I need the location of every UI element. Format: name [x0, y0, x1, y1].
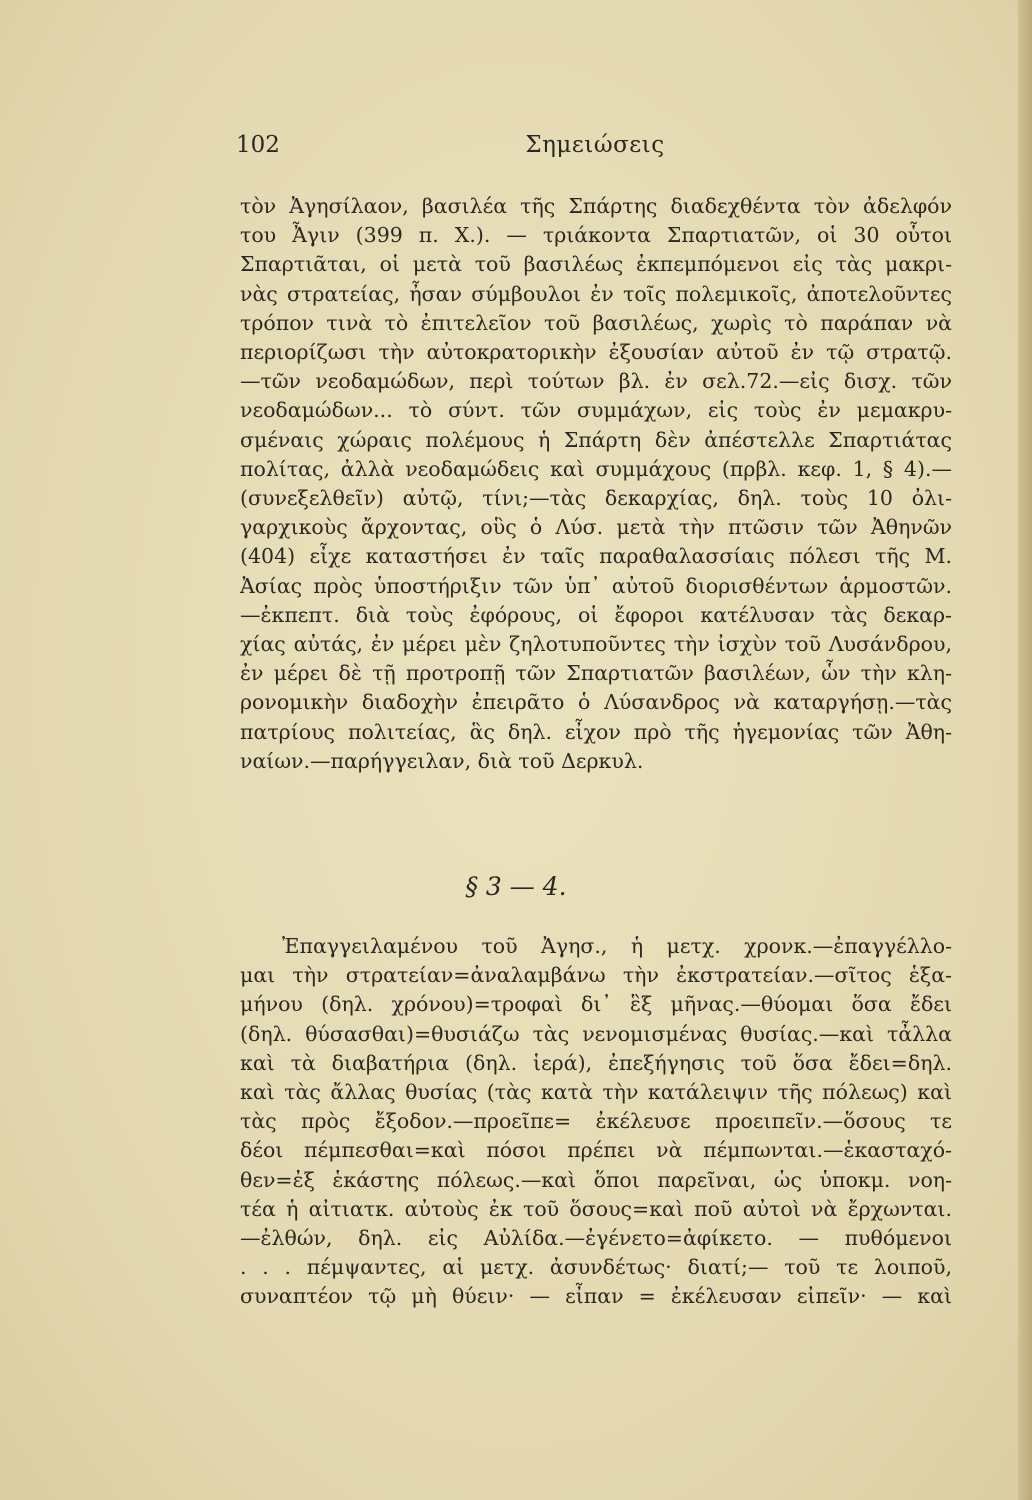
text-line: (δηλ. θύσασθαι)=θυσιάζω τὰς νενομισμένας θυσίας.—καὶ τἆλλα [240, 1021, 952, 1046]
text-line: —ἐκπεπτ. διὰ τοὺς ἐφόρους, οἱ ἔφοροι κατέλυσαν τὰς δεκαρ- [240, 602, 952, 627]
text-line: σμέναις χώραις πολέμους ἡ Σπάρτη δὲν ἀπέστελλε Σπαρτιάτας [240, 427, 952, 452]
text-line: . . . πέμψαντες, αἱ μετχ. ἀσυνδέτως· διατί;— τοῦ τε λοιποῦ, [240, 1255, 952, 1280]
text-line: περιορίζωσι τὴν αὐτοκρατορικὴν ἐξουσίαν αὐτοῦ ἐν τῷ στρατῷ. [240, 340, 952, 365]
page-edge [1018, 0, 1032, 1500]
text-line: συναπτέον τῷ μὴ θύειν· — εἶπαν = ἐκέλευσαν εἰπεῖν· — καὶ [240, 1284, 952, 1309]
text-line: (404) εἶχε καταστήσει ἐν ταῖς παραθαλασσίαις πόλεσι τῆς Μ. [240, 544, 952, 569]
text-line: πατρίους πολιτείας, ἃς δηλ. εἶχον πρὸ τῆς ἡγεμονίας τῶν Ἀθη- [240, 719, 952, 744]
text-line: τὰς πρὸς ἔξοδον.—προεῖπε= ἐκέλευσε προειπεῖν.—ὅσους τε [240, 1109, 952, 1134]
notes-paragraph-1 [240, 192, 952, 776]
text-line: του Ἆγιν (399 π. Χ.). — τριάκοντα Σπαρτιατῶν, οἱ 30 οὗτοι [240, 223, 952, 248]
text-line: μαι τὴν στρατείαν=ἀναλαμβάνω τὴν ἐκστρατείαν.—σῖτος ἑξα- [240, 963, 952, 988]
text-line: τρόπον τινὰ τὸ ἐπιτελεῖον τοῦ βασιλέως, χωρὶς τὸ παράπαν νὰ [240, 310, 952, 335]
text-line: καὶ τὰ διαβατήρια (δηλ. ἱερά), ἐπεξήγησις τοῦ ὅσα ἔδει=δηλ. [240, 1050, 952, 1075]
text-line: Ἐπαγγειλαμένου τοῦ Ἀγησ., ἡ μετχ. χρονκ.—ἐπαγγέλλο- [282, 934, 952, 958]
notes-paragraph-2 [240, 932, 952, 1312]
text-line: τέα ἡ αἰτιατκ. αὐτοὺς ἐκ τοῦ ὅσους=καὶ ποῦ αὐτοὶ νὰ ἔρχωνται. [240, 1196, 952, 1221]
text-line: πολίτας, ἀλλὰ νεοδαμώδεις καὶ συμμάχους (πρβλ. κεφ. 1, § 4).— [240, 456, 952, 481]
text-line: νὰς στρατείας, ἦσαν σύμβουλοι ἐν τοῖς πολεμικοῖς, ἀποτελοῦντες [240, 281, 952, 306]
section-heading: § 3 — 4. [465, 872, 567, 901]
running-title: Σημειώσεις [525, 132, 665, 158]
text-line: Σπαρτιᾶται, οἱ μετὰ τοῦ βασιλέως ἐκπεμπόμενοι εἰς τὰς μακρι- [240, 252, 952, 277]
text-line: —ἐλθών, δηλ. εἰς Αὐλίδα.—ἐγένετο=ἀφίκετο. — πυθόμενοι [240, 1226, 952, 1251]
text-line: (συνεξελθεῖν) αὐτῷ, τίνι;—τὰς δεκαρχίας, δηλ. τοὺς 10 ὀλι- [240, 486, 952, 511]
text-line: θεν=ἐξ ἑκάστης πόλεως.—καὶ ὅποι παρεῖναι, ὡς ὑποκμ. νοη- [240, 1167, 952, 1192]
text-line: νεοδαμώδων... τὸ σύντ. τῶν συμμάχων, εἰς τοὺς ἐν μεμακρυ- [240, 398, 952, 423]
text-line: καὶ τὰς ἄλλας θυσίας (τὰς κατὰ τὴν κατάλειψιν τῆς πόλεως) καὶ [240, 1080, 952, 1105]
text-line: Ἀσίας πρὸς ὑποστήριξιν τῶν ὑπ᾽ αὐτοῦ διορισθέντων ἁρμοστῶν. [240, 573, 952, 598]
text-line: ρονομικὴν διαδοχὴν ἐπειρᾶτο ὁ Λύσανδρος νὰ καταργήσῃ.—τὰς [240, 690, 952, 715]
page-number: 102 [236, 132, 280, 158]
text-line: —τῶν νεοδαμώδων, περὶ τούτων βλ. ἐν σελ.72.—εἰς δισχ. τῶν [240, 369, 952, 394]
text-line: μήνου (δηλ. χρόνου)=τροφαὶ δι᾽ ἓξ μῆνας.—θύομαι ὅσα ἔδει [240, 992, 952, 1017]
text-line: χίας αὐτάς, ἐν μέρει μὲν ζηλοτυποῦντες τὴν ἰσχὺν τοῦ Λυσάνδρου, [240, 632, 952, 657]
text-line: τὸν Ἀγησίλαον, βασιλέα τῆς Σπάρτης διαδεχθέντα τὸν ἀδελφόν [240, 194, 952, 218]
text-line: γαρχικοὺς ἄρχοντας, οὓς ὁ Λύσ. μετὰ τὴν πτῶσιν τῶν Ἀθηνῶν [240, 515, 952, 540]
text-line: ἐν μέρει δὲ τῇ προτροπῇ τῶν Σπαρτιατῶν βασιλέων, ὧν τὴν κλη- [240, 661, 952, 686]
text-line: δέοι πέμπεσθαι=καὶ πόσοι πρέπει νὰ πέμπωνται.—ἑκασταχό- [240, 1138, 952, 1163]
page-header [236, 132, 954, 172]
text-line: ναίων.—παρήγγειλαν, διὰ τοῦ Δερκυλ. [240, 748, 644, 773]
